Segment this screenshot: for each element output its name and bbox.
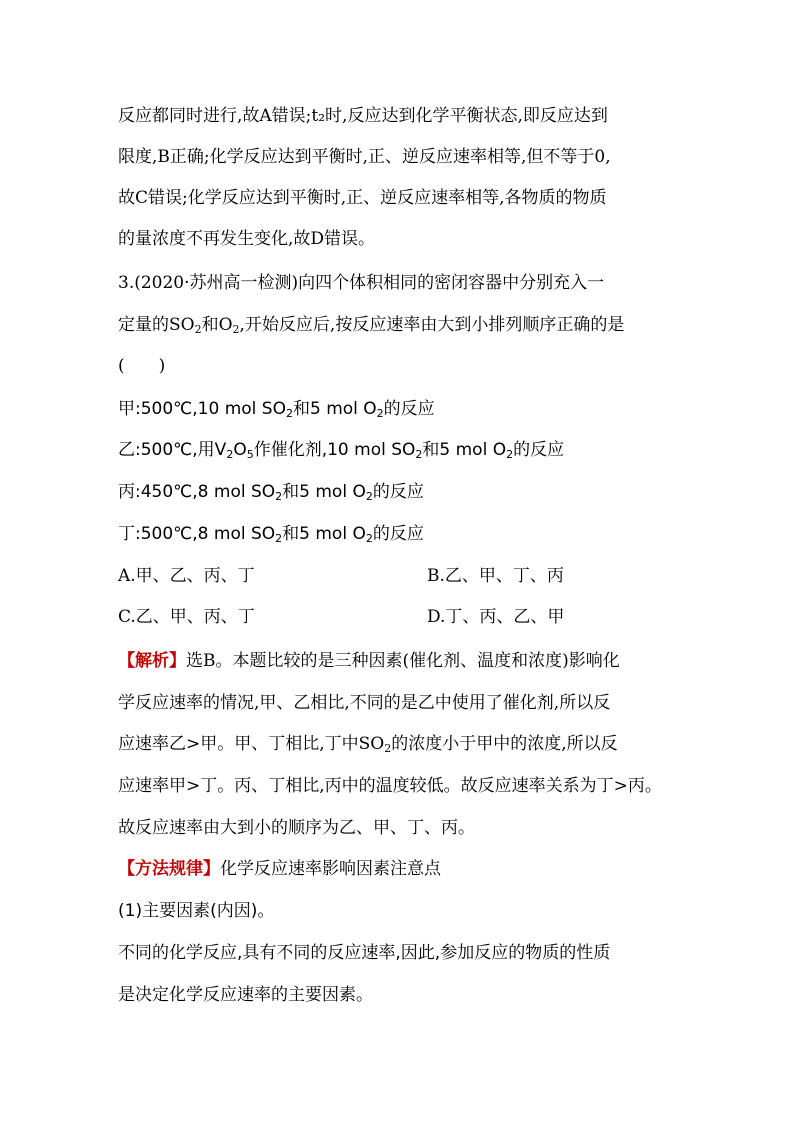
prev-explanation-line-4: 的量浓度不再发生变化,故D错误。: [118, 229, 376, 249]
condition-ding: 丁:500℃,8 mol $SO_2$和5 mol $O_2$的反应: [118, 524, 424, 545]
option-c: C.乙、甲、丙、丁: [118, 607, 255, 627]
method-point-1: (1)主要因素(内因)。: [118, 901, 275, 921]
condition-yi: 乙:500℃,用$V_2O_5$作催化剂,10 mol $SO_2$和5 mol $O_2$的反应: [118, 440, 565, 461]
method-label: 【方法规律】: [118, 859, 220, 879]
options-row-2: [118, 606, 688, 628]
condition-bing: 丙:450℃,8 mol $SO_2$和5 mol $O_2$的反应: [118, 482, 424, 503]
method-heading: [118, 858, 688, 880]
question-stem-line-2: 定量的$SO_2$和$O_2$,开始反应后,按反应速率由大到小排列顺序正确的是: [118, 315, 625, 336]
question-stem-line-1: 3.(2020·苏州高一检测)向四个体积相同的密闭容器中分别充入一: [118, 273, 605, 293]
analysis-line-1: 【解析】选B。本题比较的是三种因素(催化剂、温度和浓度)影响化: [118, 651, 620, 671]
analysis-line-4: 应速率甲>丁。丙、丁相比,丙中的温度较低。故反应速率关系为丁>丙。: [118, 776, 662, 796]
method-title: 化学反应速率影响因素注意点: [220, 859, 441, 879]
condition-jia: 甲:500℃,10 mol $SO_2$和5 mol $O_2$的反应: [118, 399, 435, 420]
analysis-label: 【解析】: [118, 651, 186, 671]
option-a: A.甲、乙、丙、丁: [118, 566, 255, 586]
prev-explanation-line-3: 故C错误;化学反应达到平衡时,正、逆反应速率相等,各物质的物质: [118, 188, 607, 208]
options-row-1: [118, 565, 688, 587]
method-text-line-2: 是决定化学反应速率的主要因素。: [118, 985, 373, 1005]
analysis-line-2: 学反应速率的情况,甲、乙相比,不同的是乙中使用了催化剂,所以反: [118, 693, 611, 713]
analysis-line-5: 故反应速率由大到小的顺序为乙、甲、丁、丙。: [118, 818, 475, 838]
answer-blank: ( ): [118, 356, 166, 376]
option-b: B.乙、甲、丁、丙: [427, 566, 564, 586]
prev-explanation-line-2: 限度,B正确;化学反应达到平衡时,正、逆反应速率相等,但不等于0,: [118, 147, 611, 167]
analysis-line-3: 应速率乙>甲。甲、丁相比,丁中$SO_2$的浓度小于甲中的浓度,所以反: [118, 734, 618, 755]
method-text-line-1: 不同的化学反应,具有不同的反应速率,因此,参加反应的物质的性质: [118, 943, 611, 963]
option-d: D.丁、丙、乙、甲: [427, 607, 565, 627]
prev-explanation-line-1: 反应都同时进行,故A错误;t₂时,反应达到化学平衡状态,即反应达到: [118, 106, 608, 126]
